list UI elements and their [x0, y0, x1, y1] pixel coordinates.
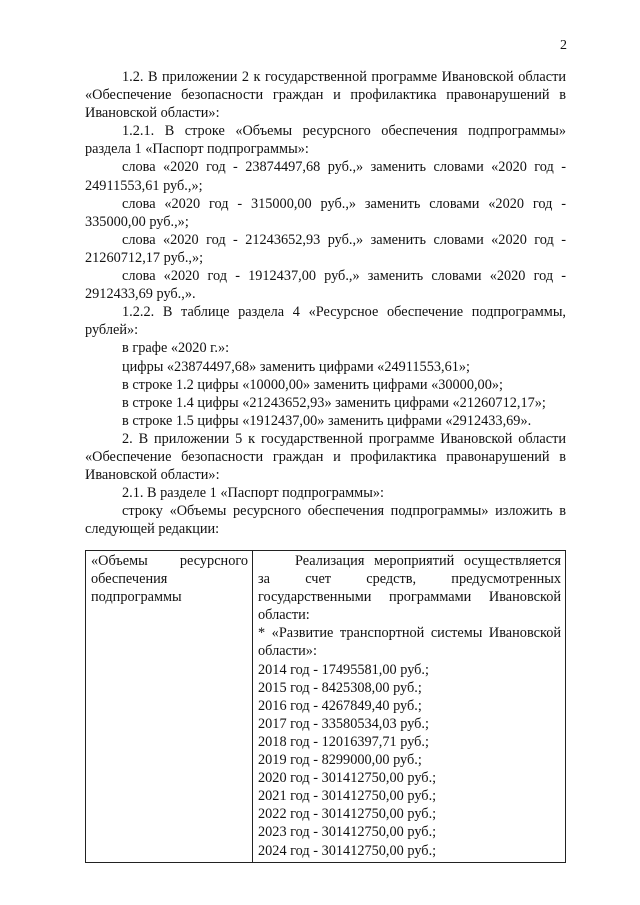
table-cell-label: «Объемы ресурсного обеспечения подпрограммы	[86, 551, 253, 863]
year-line: 2019 год - 8299000,00 руб.;	[258, 752, 422, 769]
year-line: 2023 год - 301412750,00 руб.;	[258, 824, 437, 841]
year-line: 2022 год - 301412750,00 руб.;	[258, 806, 437, 823]
table-row	[86, 551, 566, 863]
paragraph: 2. В приложении 5 к государственной программе Ивановской области «Обеспечение безопасности граждан и профилактика правонарушений в Ивановской области»:	[85, 430, 566, 484]
year-line: 2020 год - 301412750,00 руб.;	[258, 770, 437, 787]
year-line: 2018 год - 12016397,71 руб.;	[258, 733, 429, 750]
paragraph: 1.2.1. В строке «Объемы ресурсного обеспечения подпрограммы» раздела 1 «Паспорт подпрограммы»:	[85, 123, 566, 158]
year-line: 2014 год - 17495581,00 руб.;	[258, 661, 429, 678]
page-number: 2	[560, 38, 567, 53]
year-line: 2015 год - 8425308,00 руб.;	[258, 679, 422, 696]
paragraph: 1.2. В приложении 2 к государственной программе Ивановской области «Обеспечение безопасности граждан и профилактика правонарушений в Ивановской области»:	[85, 69, 566, 122]
paragraph: в графе «2020 г.»:	[122, 340, 230, 357]
paragraph: 1.2.2. В таблице раздела 4 «Ресурсное обеспечение подпрограммы, рублей»:	[85, 304, 566, 339]
paragraph: в строке 1.4 цифры «21243652,93» заменить цифрами «21260712,17»;	[122, 394, 546, 411]
paragraph: цифры «23874497,68» заменить цифрами «24911553,61»;	[122, 358, 470, 375]
resource-table	[85, 550, 566, 863]
paragraph: в строке 1.2 цифры «10000,00» заменить цифрами «30000,00»;	[122, 376, 503, 393]
paragraph: слова «2020 год - 315000,00 руб.,» заменить словами «2020 год - 335000,00 руб.,»;	[85, 195, 566, 230]
year-line: 2021 год - 301412750,00 руб.;	[258, 788, 437, 805]
paragraph: слова «2020 год - 23874497,68 руб.,» заменить словами «2020 год - 24911553,61 руб.,»;	[85, 159, 566, 194]
paragraph: 2.1. В разделе 1 «Паспорт подпрограммы»:	[122, 485, 384, 502]
year-line: 2017 год - 33580534,03 руб.;	[258, 715, 429, 732]
paragraph: слова «2020 год - 21243652,93 руб.,» заменить словами «2020 год - 21260712,17 руб.,»;	[85, 231, 566, 266]
funding-intro: Реализация мероприятий осуществляется за счет средств, предусмотренных государственными программами Ивановской области:	[258, 553, 561, 624]
program-name: * «Развитие транспортной системы Ивановской области»:	[258, 625, 561, 660]
year-line: 2016 год - 4267849,40 руб.;	[258, 697, 422, 714]
paragraph: слова «2020 год - 1912437,00 руб.,» заменить словами «2020 год - 2912433,69 руб.,».	[85, 268, 566, 303]
document-body	[85, 68, 566, 538]
paragraph: строку «Объемы ресурсного обеспечения подпрограммы» изложить в следующей редакции:	[85, 503, 566, 538]
paragraph: в строке 1.5 цифры «1912437,00» заменить цифрами «2912433,69».	[122, 412, 532, 429]
table-cell-content	[253, 551, 566, 863]
year-line: 2024 год - 301412750,00 руб.;	[258, 842, 437, 859]
